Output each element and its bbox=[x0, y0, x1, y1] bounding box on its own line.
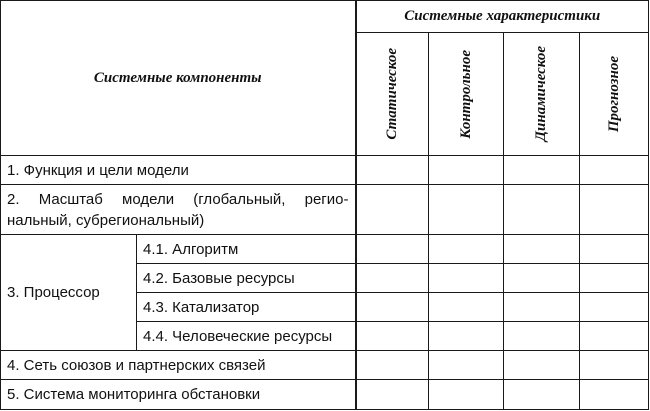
table-row bbox=[1, 380, 649, 410]
sub-row-label-algorithm: 4.1. Алгоритм bbox=[137, 235, 356, 264]
matrix-cell bbox=[429, 293, 504, 322]
matrix-cell bbox=[580, 293, 649, 322]
matrix-cell bbox=[429, 351, 504, 380]
column-label-control: Контрольное bbox=[457, 49, 474, 139]
matrix-cell bbox=[580, 322, 649, 351]
matrix-cell bbox=[429, 264, 504, 293]
row-label-processor: 3. Процессор bbox=[1, 235, 137, 351]
matrix-cell bbox=[356, 293, 429, 322]
matrix-cell bbox=[356, 351, 429, 380]
table-row bbox=[1, 351, 649, 380]
column-header-static bbox=[356, 33, 429, 156]
matrix-cell bbox=[356, 185, 429, 235]
column-header-dynamic bbox=[504, 33, 580, 156]
row-label-monitoring: 5. Система мониторинга обстановки bbox=[1, 380, 356, 410]
matrix-cell bbox=[580, 156, 649, 185]
sub-row-label-catalyst: 4.3. Катализатор bbox=[137, 293, 356, 322]
table-row bbox=[1, 235, 649, 264]
column-header-forecast bbox=[580, 33, 649, 156]
matrix-cell bbox=[580, 264, 649, 293]
matrix-cell bbox=[356, 322, 429, 351]
column-label-static: Статическое bbox=[383, 48, 400, 140]
matrix-cell bbox=[356, 264, 429, 293]
matrix-cell bbox=[580, 380, 649, 410]
sub-row-label-base-resources: 4.2. Базовые ресурсы bbox=[137, 264, 356, 293]
matrix-cell bbox=[356, 380, 429, 410]
header-system-components: Системные компоненты bbox=[1, 1, 356, 156]
header-system-characteristics: Системные характеристики bbox=[356, 1, 649, 33]
column-label-forecast: Прогнозное bbox=[605, 55, 622, 133]
matrix-cell bbox=[504, 293, 580, 322]
matrix-cell bbox=[580, 185, 649, 235]
matrix-cell bbox=[504, 322, 580, 351]
matrix-cell bbox=[504, 380, 580, 410]
matrix-cell bbox=[504, 351, 580, 380]
matrix-cell bbox=[504, 185, 580, 235]
matrix-cell bbox=[580, 351, 649, 380]
matrix-cell bbox=[504, 264, 580, 293]
matrix-cell bbox=[429, 322, 504, 351]
row-label-alliances: 4. Сеть союзов и партнерских связей bbox=[1, 351, 356, 380]
matrix-cell bbox=[356, 156, 429, 185]
matrix-cell bbox=[429, 156, 504, 185]
matrix-cell bbox=[429, 185, 504, 235]
matrix-cell bbox=[429, 380, 504, 410]
matrix-cell bbox=[504, 235, 580, 264]
column-label-dynamic: Динамическое bbox=[533, 46, 549, 142]
sub-row-label-human-resources: 4.4. Человеческие ресурсы bbox=[137, 322, 356, 351]
matrix-cell bbox=[356, 235, 429, 264]
row-label-function: 1. Функция и цели модели bbox=[1, 156, 356, 185]
row-label-scale: 2. Масштаб модели (глобальный, регио-нальный, субрегиональный) bbox=[1, 185, 356, 235]
table-row bbox=[1, 156, 649, 185]
table-row bbox=[1, 185, 649, 235]
matrix-cell bbox=[429, 235, 504, 264]
matrix-cell bbox=[580, 235, 649, 264]
column-header-control bbox=[429, 33, 504, 156]
matrix-cell bbox=[504, 156, 580, 185]
